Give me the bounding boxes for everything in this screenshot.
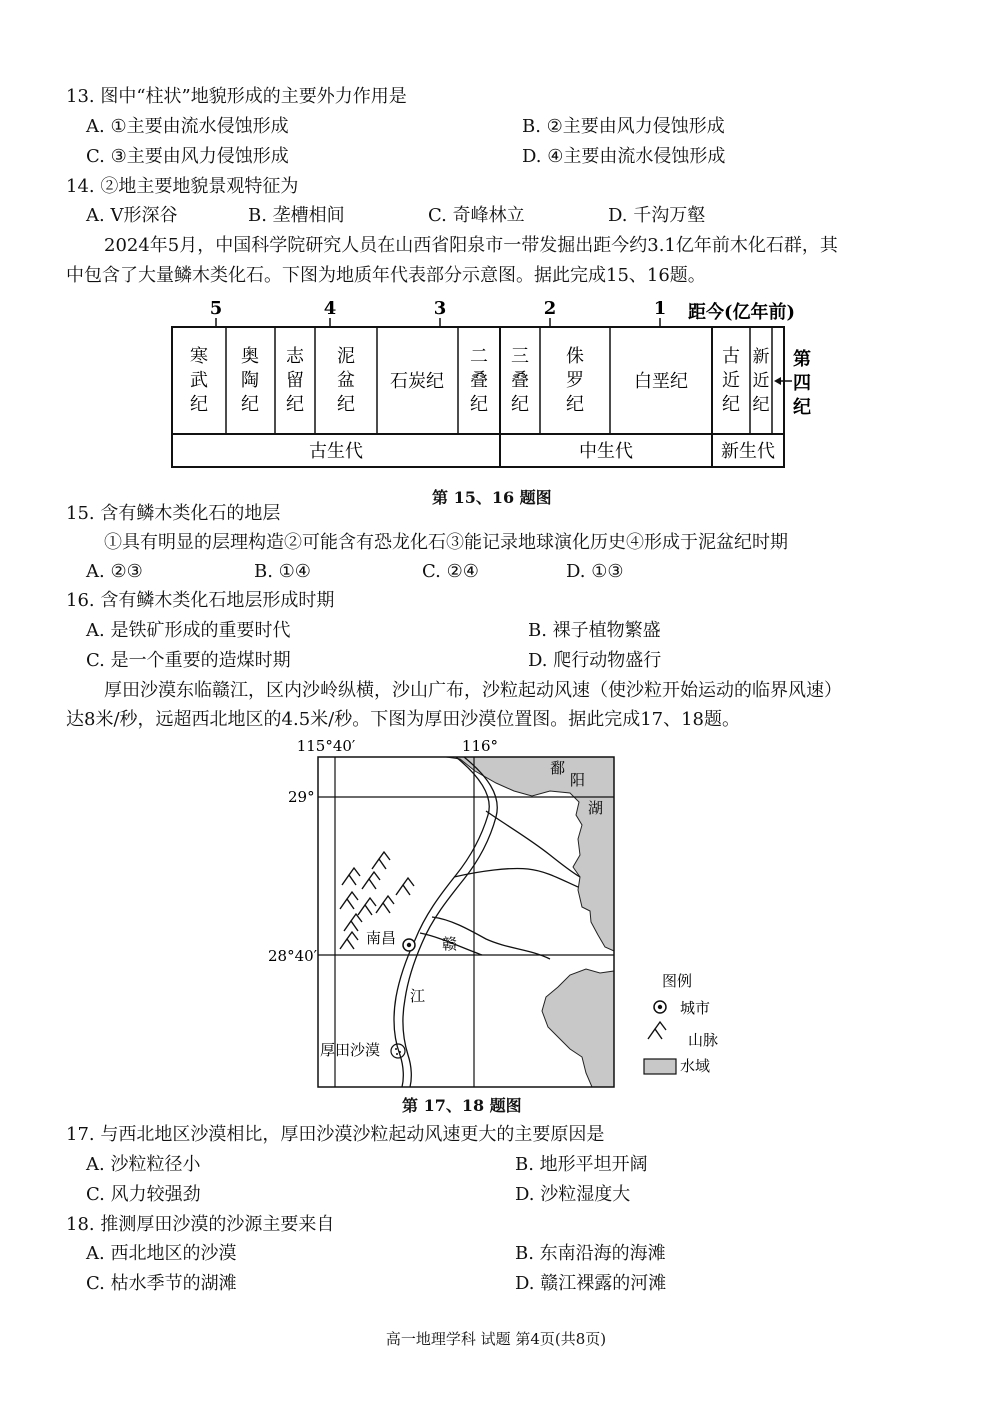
period-ordovician-1: 奥 (241, 346, 259, 367)
period-jurassic-2: 罗 (566, 370, 584, 391)
houtian-desert-map (260, 735, 730, 1095)
q14-option-a: A. V形深谷 (86, 205, 178, 226)
period-silurian-3: 纪 (286, 394, 304, 415)
era-mesozoic: 中生代 (579, 441, 633, 462)
q14-stem: 14. ②地主要地貌景观特征为 (66, 176, 299, 197)
legend-mountain-icon (648, 1022, 666, 1039)
period-jurassic-3: 纪 (566, 394, 584, 415)
q16-option-c: C. 是一个重要的造煤时期 (86, 650, 291, 671)
q17-stem: 17. 与西北地区沙漠相比，厚田沙漠沙粒起动风速更大的主要原因是 (66, 1124, 605, 1145)
legend-water-label: 水域 (680, 1057, 711, 1075)
lat-label-29: 29° (288, 788, 315, 806)
period-devonian-3: 纪 (337, 394, 355, 415)
legend-mountain-label: 山脉 (688, 1031, 719, 1049)
period-triassic-3: 纪 (511, 394, 529, 415)
intro1-line2: 中包含了大量鳞木类化石。下图为地质年代表部分示意图。据此完成15、16题。 (66, 265, 706, 286)
period-neogene-3: 纪 (752, 395, 770, 415)
period-permian-1: 二 (470, 346, 488, 367)
q14-option-c: C. 奇峰林立 (428, 205, 525, 226)
period-permian-3: 纪 (470, 394, 488, 415)
q18-stem: 18. 推测厚田沙漠的沙源主要来自 (66, 1214, 335, 1235)
period-carboniferous: 石炭纪 (390, 371, 444, 392)
lake-label-yang: 阳 (570, 771, 586, 789)
period-triassic-2: 叠 (511, 370, 529, 391)
period-paleogene-2: 近 (722, 370, 740, 391)
period-cambrian-2: 武 (190, 370, 208, 391)
period-devonian-2: 盆 (337, 370, 355, 391)
unit-label: 距今(亿年前) (688, 302, 796, 323)
period-cretaceous: 白垩纪 (634, 371, 688, 392)
q18-option-b: B. 东南沿海的海滩 (515, 1243, 666, 1264)
q16-option-d: D. 爬行动物盛行 (528, 650, 662, 671)
q16-stem: 16. 含有鳞木类化石地层形成时期 (66, 590, 335, 611)
lower-lake-water (542, 969, 614, 1087)
legend-city-label: 城市 (680, 999, 711, 1017)
q17-option-a: A. 沙粒粒径小 (86, 1154, 201, 1175)
period-quaternary-1: 第 (793, 349, 811, 370)
desert-label: 厚田沙漠 (320, 1041, 381, 1059)
page-footer: 高一地理学科 试题 第4页(共8页) (385, 1330, 607, 1348)
lon-label-115-40: 115°40′ (296, 737, 356, 755)
legend-title: 图例 (662, 972, 693, 990)
lon-label-116: 116° (461, 737, 499, 755)
q16-option-b: B. 裸子植物繁盛 (528, 620, 661, 641)
era-paleozoic: 古生代 (309, 441, 363, 462)
period-quaternary-3: 纪 (793, 397, 811, 418)
q17-option-b: B. 地形平坦开阔 (515, 1154, 648, 1175)
figure-caption-15-16: 第 15、16 题图 (432, 488, 552, 507)
tick-1: 1 (653, 298, 667, 319)
period-silurian-2: 留 (286, 370, 304, 391)
city-label-nanchang: 南昌 (366, 929, 397, 947)
q15-option-c: C. ②④ (422, 561, 479, 582)
period-triassic-1: 三 (511, 346, 529, 367)
period-quaternary-2: 四 (793, 373, 811, 394)
period-neogene-1: 新 (752, 347, 770, 367)
period-cambrian-3: 纪 (190, 394, 208, 415)
period-silurian-1: 志 (286, 346, 304, 367)
q16-option-a: A. 是铁矿形成的重要时代 (86, 620, 291, 641)
period-neogene-2: 近 (752, 371, 770, 391)
q13-option-d: D. ④主要由流水侵蚀形成 (522, 146, 726, 167)
period-ordovician-3: 纪 (241, 394, 259, 415)
period-ordovician-2: 陶 (241, 370, 259, 391)
era-cenozoic: 新生代 (721, 441, 775, 462)
period-permian-2: 叠 (470, 370, 488, 391)
q13-option-a: A. ①主要由流水侵蚀形成 (86, 116, 289, 137)
q14-option-b: B. 垄槽相间 (248, 205, 345, 226)
q15-stem: 15. 含有鳞木类化石的地层 (66, 503, 281, 524)
figure-caption-17-18: 第 17、18 题图 (402, 1096, 522, 1115)
period-jurassic-1: 侏 (566, 346, 584, 367)
q13-option-c: C. ③主要由风力侵蚀形成 (86, 146, 289, 167)
period-devonian-1: 泥 (337, 346, 355, 367)
tick-5: 5 (209, 298, 223, 319)
geologic-time-table (160, 292, 820, 472)
river-label-gan: 赣 (442, 935, 458, 953)
q13-stem: 13. 图中“柱状”地貌形成的主要外力作用是 (66, 86, 407, 107)
intro2-line2: 达8米/秒，远超西北地区的4.5米/秒。下图为厚田沙漠位置图。据此完成17、18题。 (66, 709, 741, 730)
lake-label-hu: 湖 (588, 799, 604, 817)
q17-option-c: C. 风力较强劲 (86, 1184, 201, 1205)
period-paleogene-3: 纪 (722, 394, 740, 415)
q14-option-d: D. 千沟万壑 (608, 205, 706, 226)
q15-option-a: A. ②③ (86, 561, 143, 582)
river-label-jiang: 江 (410, 987, 426, 1005)
legend-water-swatch (644, 1059, 676, 1074)
q18-option-c: C. 枯水季节的湖滩 (86, 1273, 237, 1294)
tick-4: 4 (323, 298, 337, 319)
intro2-line1: 厚田沙漠东临赣江，区内沙岭纵横，沙山广布，沙粒起动风速（使沙粒开始运动的临界风速） (104, 680, 842, 701)
q15-statements: ①具有明显的层理构造②可能含有恐龙化石③能记录地球演化历史④形成于泥盆纪时期 (104, 532, 788, 553)
tick-3: 3 (433, 298, 447, 319)
q18-option-d: D. 赣江裸露的河滩 (515, 1273, 667, 1294)
lake-label-po: 鄱 (550, 759, 566, 777)
q13-option-b: B. ②主要由风力侵蚀形成 (522, 116, 725, 137)
q15-option-d: D. ①③ (566, 561, 624, 582)
period-cambrian-1: 寒 (190, 346, 208, 367)
lat-label-28-40: 28°40′ (268, 947, 318, 965)
tick-2: 2 (543, 298, 557, 319)
q18-option-a: A. 西北地区的沙漠 (86, 1243, 237, 1264)
period-paleogene-1: 古 (722, 346, 740, 367)
q17-option-d: D. 沙粒湿度大 (515, 1184, 631, 1205)
q15-option-b: B. ①④ (254, 561, 311, 582)
intro1-line1: 2024年5月，中国科学院研究人员在山西省阳泉市一带发掘出距今约3.1亿年前木化石群，其 (104, 235, 838, 256)
